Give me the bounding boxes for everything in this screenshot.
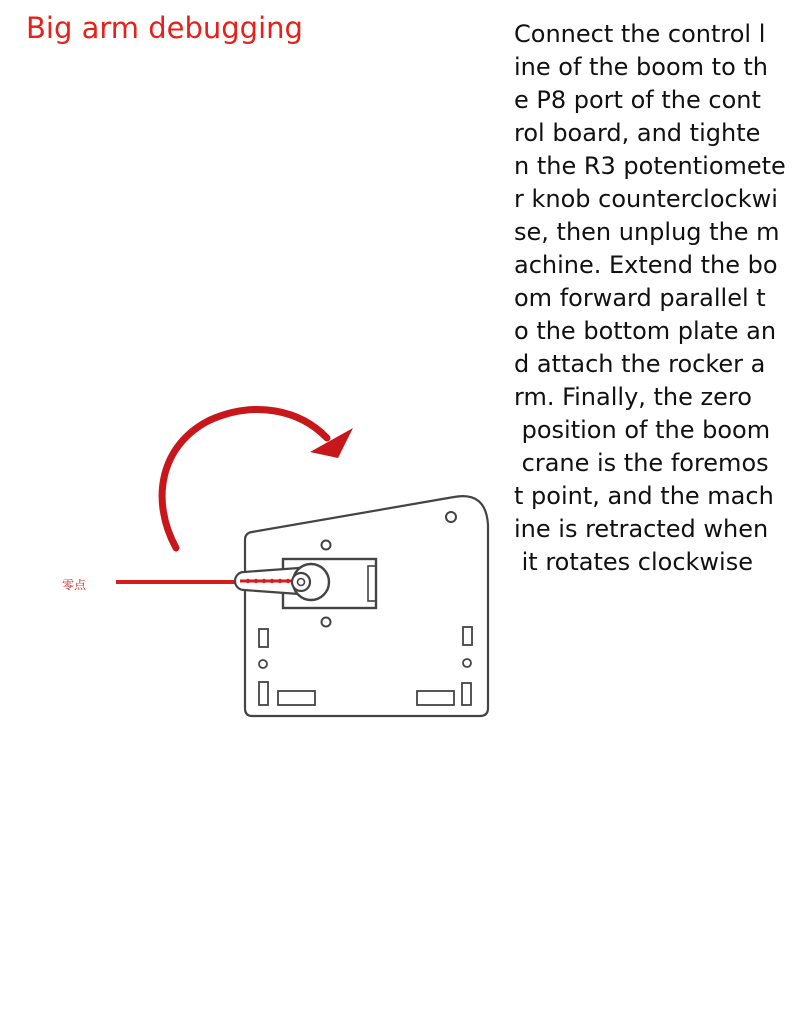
slot — [278, 691, 315, 705]
instruction-line: e P8 port of the cont — [514, 86, 761, 114]
instruction-line: crane is the foremos — [514, 449, 769, 477]
instruction-line: achine. Extend the bo — [514, 251, 778, 279]
servo-output-shaft-hub — [298, 579, 305, 586]
slot — [462, 683, 471, 705]
instruction-line: ine is retracted when — [514, 515, 769, 543]
instruction-line: rm. Finally, the zero — [514, 383, 752, 411]
instruction-line: t point, and the mach — [514, 482, 774, 510]
page-title: Big arm debugging — [26, 11, 303, 45]
instruction-line: it rotates clockwise — [514, 548, 753, 576]
instruction-line: se, then unplug the m — [514, 218, 780, 246]
instruction-line: om forward parallel t — [514, 284, 766, 312]
instruction-line: position of the boom — [514, 416, 771, 444]
mounting-hole — [322, 618, 331, 627]
rotation-arrow-icon — [162, 410, 353, 548]
mounting-hole — [463, 659, 471, 667]
slot — [417, 691, 454, 705]
mounting-hole — [322, 541, 331, 550]
instruction-line: n the R3 potentiomete — [514, 152, 786, 180]
instruction-line: d attach the rocker a — [514, 350, 766, 378]
mounting-hole — [259, 660, 267, 668]
instruction-line: o the bottom plate an — [514, 317, 777, 345]
zero-point-label: 零点 — [62, 578, 87, 592]
instruction-line: ine of the boom to th — [514, 53, 769, 81]
instruction-line: Connect the control l — [514, 20, 766, 48]
slot — [259, 629, 268, 647]
instruction-line: r knob counterclockwi — [514, 185, 778, 213]
slot — [259, 682, 268, 705]
instruction-line: rol board, and tighte — [514, 119, 761, 147]
slot — [463, 627, 472, 645]
mounting-hole — [446, 512, 456, 522]
